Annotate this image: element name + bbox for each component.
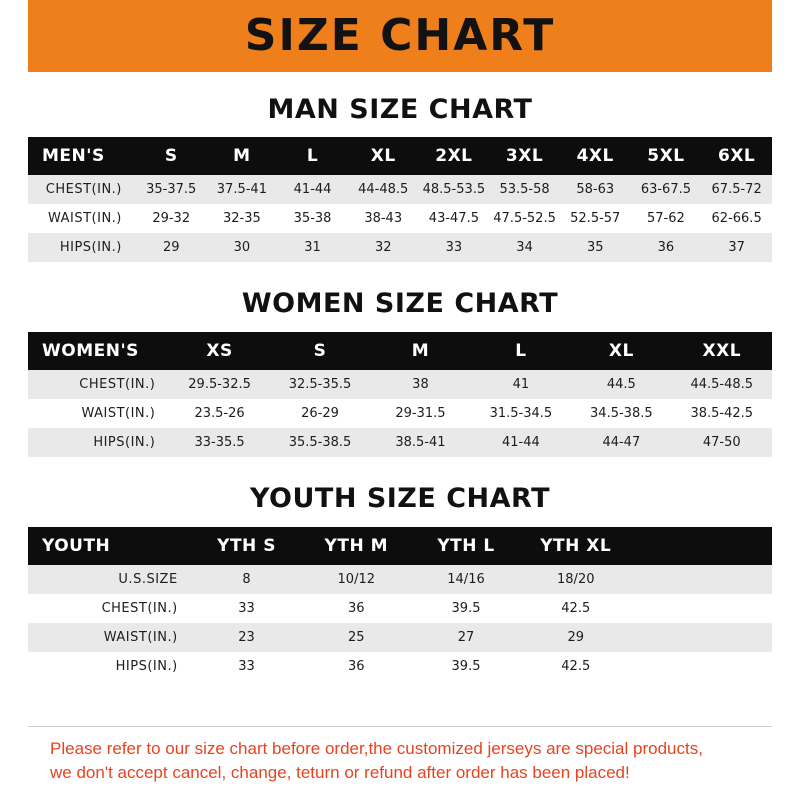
column-header: XXL: [672, 332, 772, 370]
table-header-row: [28, 527, 772, 565]
chart-content: [0, 72, 800, 800]
table-row: [28, 204, 772, 233]
cell: 35: [560, 233, 631, 262]
cell: 53.5-58: [489, 175, 560, 204]
cell: 38.5-42.5: [672, 399, 772, 428]
cell: 29-32: [136, 204, 207, 233]
column-header: YTH XL: [521, 527, 631, 565]
table-row: [28, 399, 772, 428]
table-row: [28, 623, 772, 652]
cell: 37: [701, 233, 772, 262]
cell: 35-38: [277, 204, 348, 233]
column-header: YTH S: [192, 527, 302, 565]
cell: [631, 623, 772, 652]
row-label: WAIST(IN.): [28, 204, 136, 233]
cell: 29-31.5: [370, 399, 470, 428]
cell: 58-63: [560, 175, 631, 204]
cell: [631, 594, 772, 623]
cell: 26-29: [270, 399, 370, 428]
column-header: XS: [169, 332, 269, 370]
cell: 29.5-32.5: [169, 370, 269, 399]
cell: 14/16: [411, 565, 521, 594]
column-header: M: [207, 137, 278, 175]
cell: 25: [301, 623, 411, 652]
cell: 23.5-26: [169, 399, 269, 428]
cell: 39.5: [411, 652, 521, 681]
youth-section-title: YOUTH SIZE CHART: [249, 483, 551, 514]
cell: 34: [489, 233, 560, 262]
footer-note: [28, 726, 772, 800]
column-header: XL: [348, 137, 419, 175]
column-header: M: [370, 332, 470, 370]
cell: 33-35.5: [169, 428, 269, 457]
cell: [631, 652, 772, 681]
row-label: HIPS(IN.): [28, 652, 192, 681]
column-header: 6XL: [701, 137, 772, 175]
row-label: HIPS(IN.): [28, 233, 136, 262]
men-section-title: MAN SIZE CHART: [267, 94, 533, 125]
cell: 31.5-34.5: [471, 399, 571, 428]
men-size-section: [28, 72, 772, 262]
column-header: S: [136, 137, 207, 175]
page-title: SIZE CHART: [244, 10, 556, 61]
row-label: U.S.SIZE: [28, 565, 192, 594]
column-header: 3XL: [489, 137, 560, 175]
note-line-1: Please refer to our size chart before order,the customized jerseys are special products,: [50, 738, 703, 758]
column-header: YTH L: [411, 527, 521, 565]
cell: 44-48.5: [348, 175, 419, 204]
youth-size-section: [28, 457, 772, 681]
cell: [631, 565, 772, 594]
column-header: L: [471, 332, 571, 370]
cell: 32-35: [207, 204, 278, 233]
row-label: HIPS(IN.): [28, 428, 169, 457]
cell: 32: [348, 233, 419, 262]
cell: 33: [192, 594, 302, 623]
cell: 52.5-57: [560, 204, 631, 233]
cell: 44.5-48.5: [672, 370, 772, 399]
table-row: [28, 594, 772, 623]
table-row: [28, 233, 772, 262]
cell: 31: [277, 233, 348, 262]
women-size-table: [28, 332, 772, 457]
column-header: [631, 527, 772, 565]
column-header: L: [277, 137, 348, 175]
cell: 35.5-38.5: [270, 428, 370, 457]
cell: 30: [207, 233, 278, 262]
note-line-2: we don't accept cancel, change, teturn or refund after order has been placed!: [50, 763, 630, 783]
women-section-title: WOMEN SIZE CHART: [241, 288, 559, 319]
cell: 36: [631, 233, 702, 262]
cell: 39.5: [411, 594, 521, 623]
row-label: WAIST(IN.): [28, 623, 192, 652]
cell: 27: [411, 623, 521, 652]
men-size-table: [28, 137, 772, 262]
cell: 41: [471, 370, 571, 399]
cell: 42.5: [521, 652, 631, 681]
table-row: [28, 428, 772, 457]
cell: 35-37.5: [136, 175, 207, 204]
cell: 41-44: [471, 428, 571, 457]
cell: 57-62: [631, 204, 702, 233]
youth-size-table: [28, 527, 772, 681]
cell: 43-47.5: [419, 204, 490, 233]
cell: 48.5-53.5: [419, 175, 490, 204]
table-header-row: [28, 332, 772, 370]
cell: 38.5-41: [370, 428, 470, 457]
cell: 10/12: [301, 565, 411, 594]
table-row: [28, 370, 772, 399]
cell: 37.5-41: [207, 175, 278, 204]
cell: 67.5-72: [701, 175, 772, 204]
cell: 42.5: [521, 594, 631, 623]
cell: 23: [192, 623, 302, 652]
table-row: [28, 565, 772, 594]
cell: 44.5: [571, 370, 671, 399]
cell: 33: [192, 652, 302, 681]
cell: 41-44: [277, 175, 348, 204]
cell: 29: [136, 233, 207, 262]
cell: 32.5-35.5: [270, 370, 370, 399]
table-header-row: [28, 137, 772, 175]
column-header: YOUTH: [28, 527, 192, 565]
cell: 8: [192, 565, 302, 594]
cell: 47.5-52.5: [489, 204, 560, 233]
table-row: [28, 652, 772, 681]
cell: 33: [419, 233, 490, 262]
cell: 47-50: [672, 428, 772, 457]
column-header: 2XL: [419, 137, 490, 175]
cell: 36: [301, 594, 411, 623]
cell: 62-66.5: [701, 204, 772, 233]
row-label: WAIST(IN.): [28, 399, 169, 428]
cell: 29: [521, 623, 631, 652]
cell: 18/20: [521, 565, 631, 594]
cell: 38: [370, 370, 470, 399]
column-header: XL: [571, 332, 671, 370]
table-row: [28, 175, 772, 204]
women-size-section: [28, 262, 772, 457]
cell: 63-67.5: [631, 175, 702, 204]
cell: 34.5-38.5: [571, 399, 671, 428]
row-label: CHEST(IN.): [28, 370, 169, 399]
column-header: YTH M: [301, 527, 411, 565]
cell: 44-47: [571, 428, 671, 457]
column-header: 5XL: [631, 137, 702, 175]
column-header: MEN'S: [28, 137, 136, 175]
header-banner: [0, 0, 800, 72]
column-header: S: [270, 332, 370, 370]
cell: 38-43: [348, 204, 419, 233]
row-label: CHEST(IN.): [28, 175, 136, 204]
cell: 36: [301, 652, 411, 681]
column-header: WOMEN'S: [28, 332, 169, 370]
row-label: CHEST(IN.): [28, 594, 192, 623]
column-header: 4XL: [560, 137, 631, 175]
